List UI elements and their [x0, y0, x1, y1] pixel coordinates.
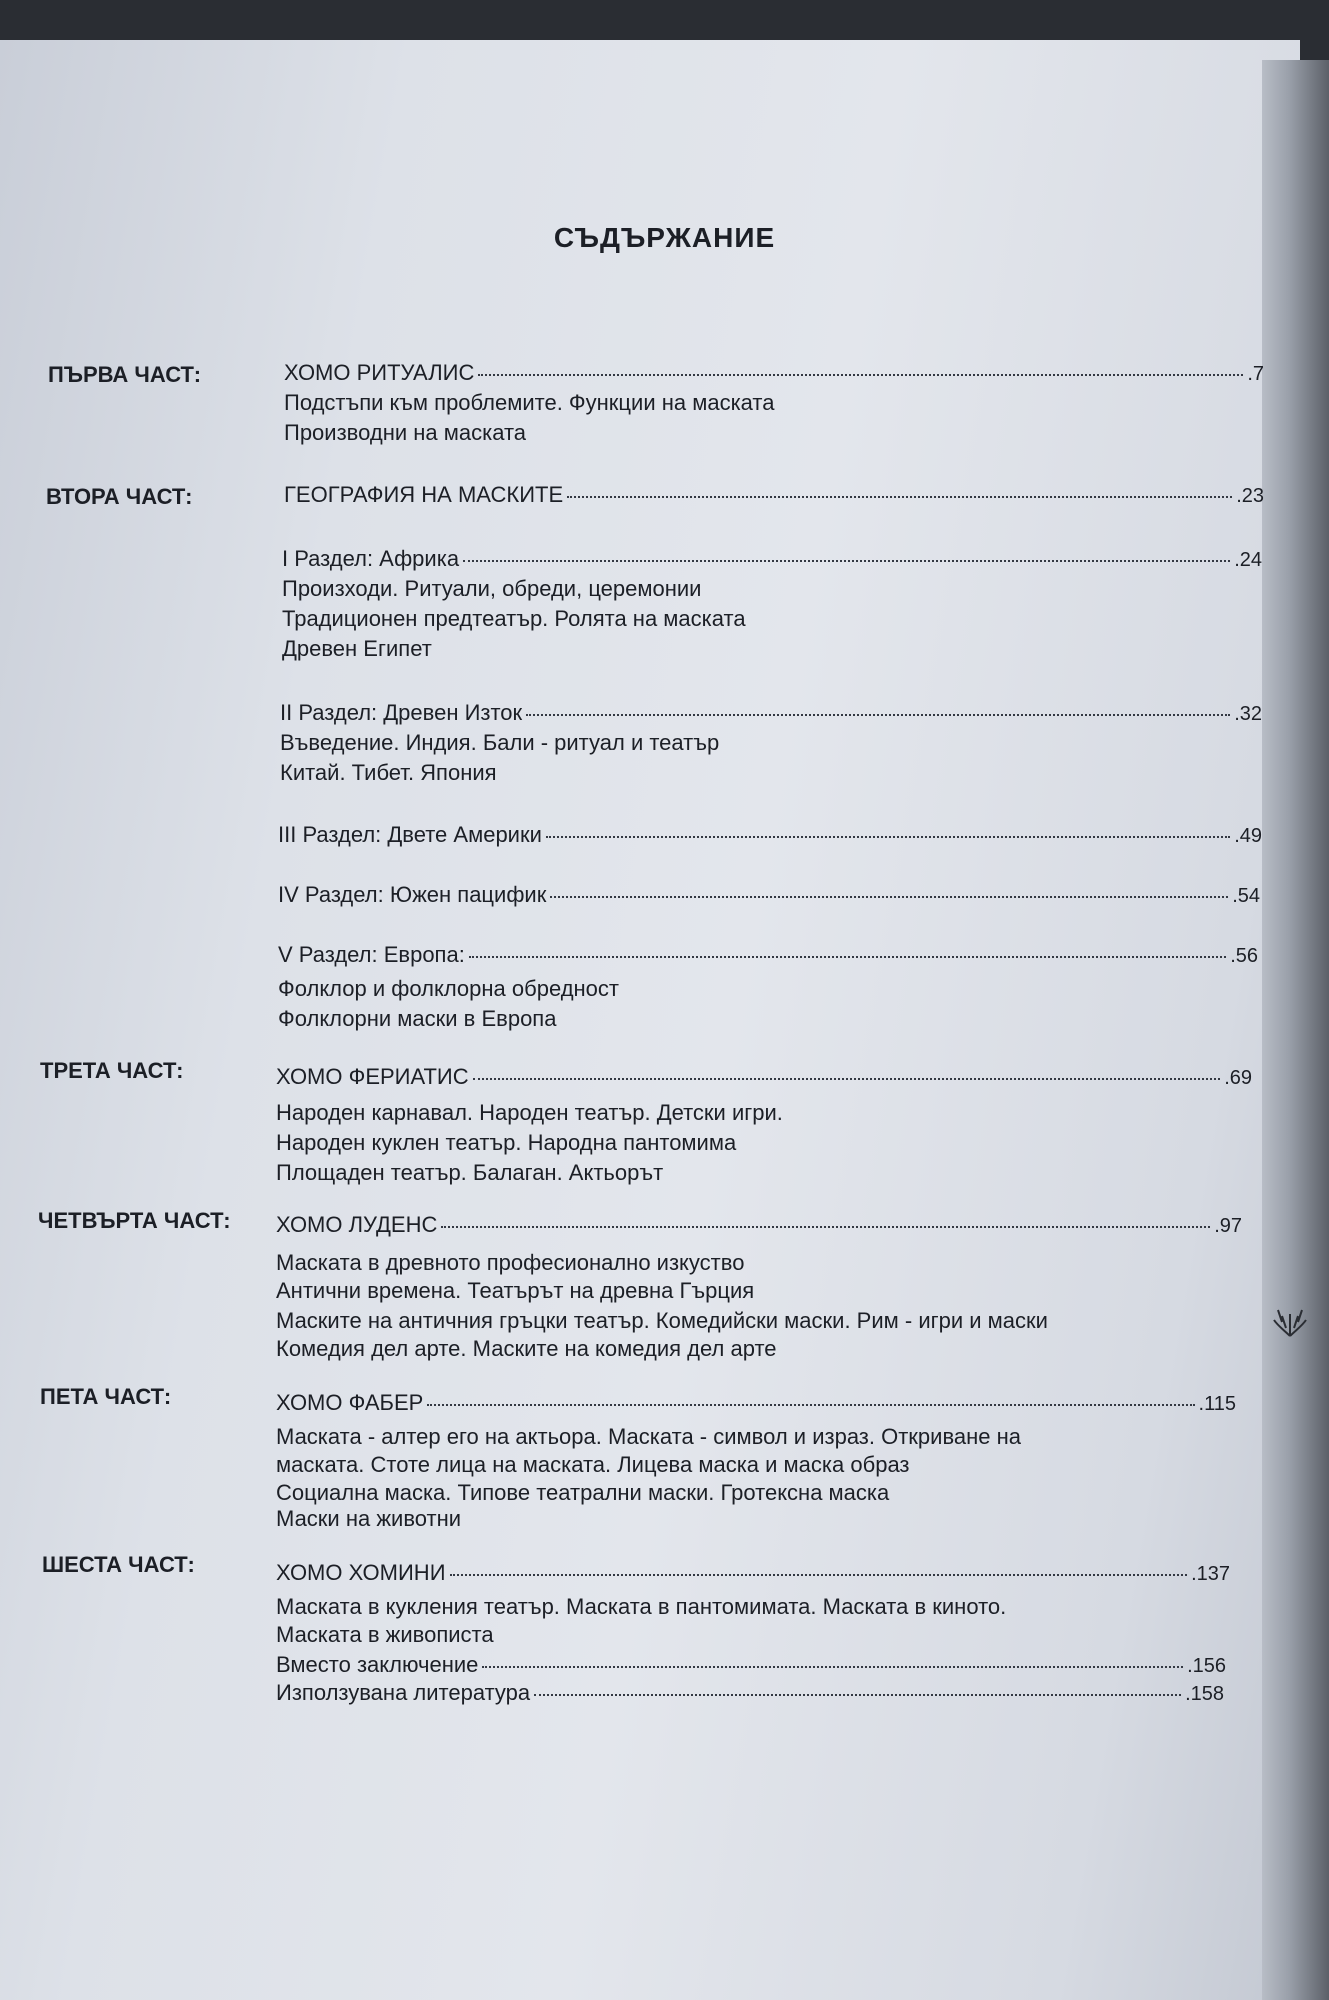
- toc-entry-title: ХОМО ФАБЕР: [276, 1390, 424, 1415]
- part-label-6: ШЕСТА ЧАСТ:: [42, 1552, 195, 1577]
- toc-entry-title: I Раздел: Африка: [282, 546, 460, 571]
- toc-entry-title: Използувана литература: [276, 1680, 531, 1705]
- toc-subline: Фолклорни маски в Европа: [278, 1006, 557, 1031]
- ornament-icon: [1270, 1300, 1310, 1340]
- toc-entry-page: .69: [1224, 1067, 1252, 1089]
- toc-entry-title: II Раздел: Древен Изток: [280, 700, 523, 725]
- toc-subline: Маската - алтер его на актьора. Маската - символ и израз. Откриване на: [276, 1424, 1022, 1449]
- dot-leader: [473, 1078, 1221, 1080]
- toc-entry-page: .115: [1198, 1393, 1236, 1415]
- toc-entry: [282, 546, 1262, 572]
- toc-entry-title: Вместо заключение: [276, 1652, 479, 1677]
- dot-leader: [550, 896, 1228, 898]
- toc-subline: Фолклор и фолклорна обредност: [278, 976, 619, 1001]
- toc-entry: [278, 822, 1262, 848]
- toc-entry: [276, 1680, 1224, 1706]
- part-label-3: ТРЕТА ЧАСТ:: [40, 1058, 184, 1083]
- toc-subline: Маската в кукления театър. Маската в пантомимата. Маската в киното.: [276, 1594, 1007, 1619]
- book-page: [0, 40, 1300, 2000]
- toc-entry-page: .97: [1214, 1215, 1242, 1237]
- part-label-5: ПЕТА ЧАСТ:: [40, 1384, 172, 1409]
- toc-entry-title: ХОМО ЛУДЕНС: [276, 1212, 438, 1237]
- toc-subline: Китай. Тибет. Япония: [280, 760, 497, 785]
- toc-subline: Въведение. Индия. Бали - ритуал и театър: [280, 730, 720, 755]
- toc-entry-page: .158: [1185, 1683, 1224, 1705]
- toc-subline: Народен куклен театър. Народна пантомима: [276, 1130, 737, 1155]
- toc-subline: Маски на животни: [276, 1506, 462, 1531]
- part-label-1: ПЪРВА ЧАСТ:: [48, 362, 202, 387]
- dot-leader: [469, 956, 1226, 958]
- toc-entry-page: .49: [1234, 825, 1262, 847]
- toc-subline: Произходи. Ритуали, обреди, церемонии: [282, 576, 702, 601]
- toc-entry: [278, 882, 1260, 908]
- toc-subline: Комедия дел арте. Маските на комедия дел арте: [276, 1336, 777, 1361]
- toc-entry: [276, 1652, 1226, 1678]
- toc-entry: [276, 1064, 1252, 1090]
- toc-entry-page: .23: [1236, 485, 1264, 507]
- dot-leader: [450, 1574, 1188, 1576]
- toc-entry-page: .24: [1234, 549, 1262, 571]
- toc-entry: [276, 1390, 1236, 1416]
- toc-entry: [276, 1212, 1242, 1238]
- toc-subline: Площаден театър. Балаган. Актьорът: [276, 1160, 664, 1185]
- toc-entry: [284, 360, 1264, 386]
- toc-entry: [278, 942, 1258, 968]
- page-edge: [1262, 60, 1329, 2000]
- dot-leader: [427, 1404, 1194, 1406]
- toc-entry-page: .32: [1234, 703, 1262, 725]
- toc-subline: Маските на античния гръцки театър. Комедийски маски. Рим - игри и маски: [276, 1308, 1048, 1333]
- toc-entry-page: .54: [1232, 885, 1260, 907]
- part-label-4: ЧЕТВЪРТА ЧАСТ:: [38, 1208, 231, 1233]
- toc-entry: [280, 700, 1262, 726]
- page-title: СЪДЪРЖАНИЕ: [553, 222, 776, 253]
- dot-leader: [478, 374, 1243, 376]
- toc-entry: [276, 1560, 1230, 1586]
- toc-subline: Антични времена. Театърът на древна Гърция: [276, 1278, 755, 1303]
- toc-subline: Социална маска. Типове театрални маски. Гротексна маска: [276, 1480, 890, 1505]
- dot-leader: [534, 1694, 1181, 1696]
- toc-entry-page: .56: [1230, 945, 1258, 967]
- toc-entry-title: ХОМО ФЕРИАТИС: [276, 1064, 469, 1089]
- toc-entry: [284, 482, 1264, 508]
- dot-leader: [463, 560, 1230, 562]
- toc-entry-page: .7: [1247, 363, 1264, 385]
- toc-subline: Древен Египет: [282, 636, 432, 661]
- toc-entry-page: .137: [1191, 1563, 1230, 1585]
- dot-leader: [526, 714, 1230, 716]
- dot-leader: [546, 836, 1230, 838]
- dot-leader: [567, 496, 1232, 498]
- toc-entry-page: .156: [1187, 1655, 1226, 1677]
- toc-subline: Производни на маската: [284, 420, 527, 445]
- toc-entry-title: V Раздел: Европа:: [278, 942, 465, 967]
- toc-entry-title: ХОМО РИТУАЛИС: [284, 360, 475, 385]
- dot-leader: [482, 1666, 1183, 1668]
- toc-subline: Маската в древното професионално изкуство: [276, 1250, 745, 1275]
- toc-subline: Традиционен предтеатър. Ролята на маската: [282, 606, 746, 631]
- part-label-2: ВТОРА ЧАСТ:: [46, 484, 193, 509]
- toc-subline: Подстъпи към проблемите. Функции на маската: [284, 390, 775, 415]
- toc-entry-title: ХОМО ХОМИНИ: [276, 1560, 446, 1585]
- toc-subline: Народен карнавал. Народен театър. Детски игри.: [276, 1100, 783, 1125]
- toc-subline: маската. Стоте лица на маската. Лицева маска и маска образ: [276, 1452, 910, 1477]
- toc-entry-title: ГЕОГРАФИЯ НА МАСКИТЕ: [284, 482, 564, 507]
- toc-subline: Маската в живописта: [276, 1622, 494, 1647]
- toc-entry-title: IV Раздел: Южен пацифик: [278, 882, 547, 907]
- toc-entry-title: III Раздел: Двете Америки: [278, 822, 542, 847]
- dot-leader: [441, 1226, 1210, 1228]
